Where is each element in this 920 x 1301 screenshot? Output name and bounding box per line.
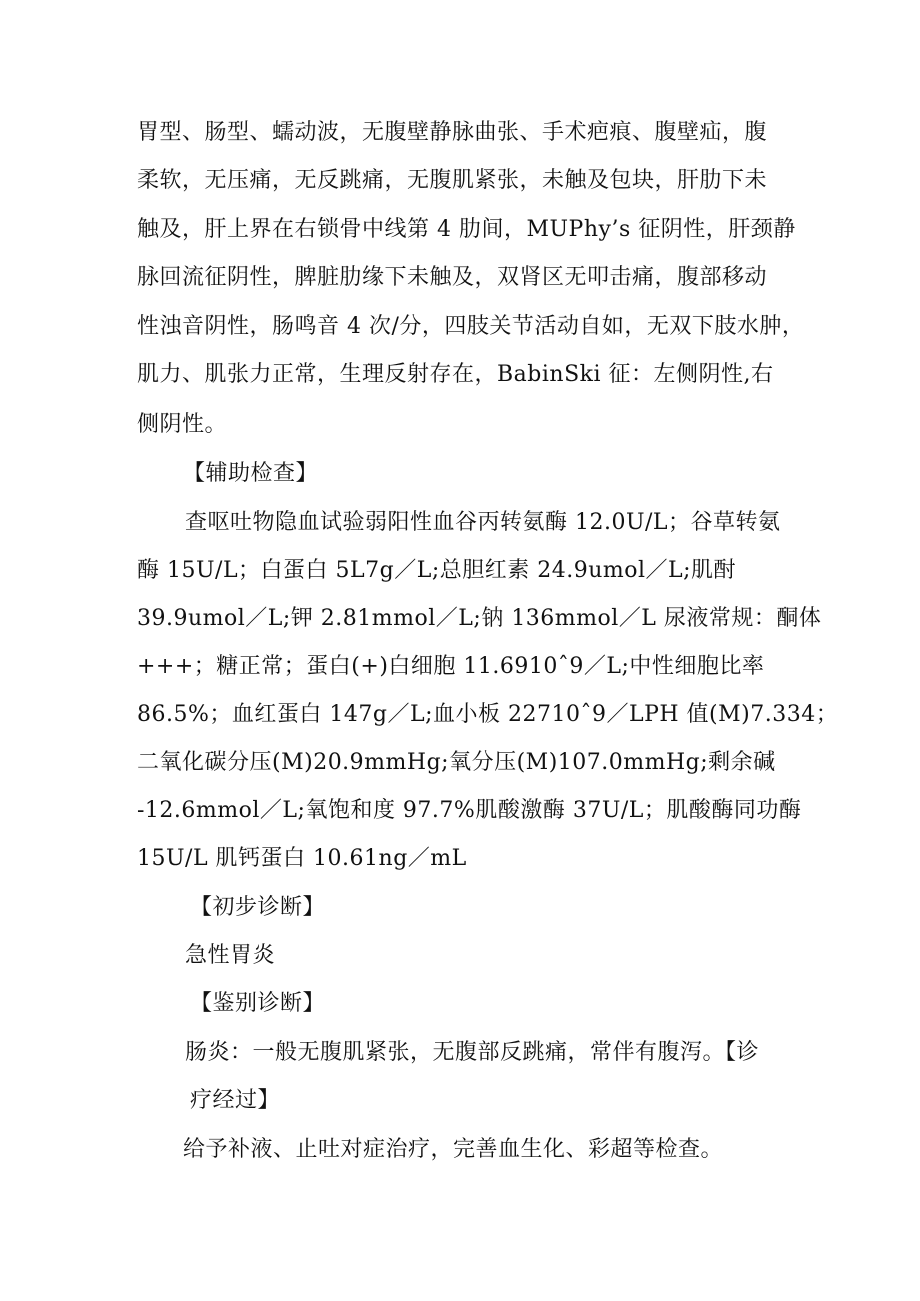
differential-diagnosis-line-1: 肠炎：一般无腹肌紧张，无腹部反跳痛，常伴有腹泻。【诊 bbox=[185, 1040, 760, 1065]
exam-line-1: 胃型、肠型、蠕动波，无腹壁静脉曲张、手术疤痕、腹壁疝，腹 bbox=[137, 120, 768, 145]
prelim-diagnosis-text: 急性胃炎 bbox=[185, 943, 276, 968]
exam-line-2: 柔软，无压痛，无反跳痛，无腹肌紧张，未触及包块，肝肋下未 bbox=[137, 168, 768, 193]
treatment-text: 给予补液、止吐对症治疗，完善血生化、彩超等检查。 bbox=[183, 1137, 724, 1162]
differential-diagnosis-line-2: 疗经过】 bbox=[190, 1088, 281, 1113]
aux-exam-line-7: -12.6mmol／L;氧饱和度 97.7%肌酸激酶 37U/L；肌酸酶同功酶 bbox=[137, 798, 802, 823]
differential-diagnosis-heading: 【鉴别诊断】 bbox=[190, 991, 326, 1016]
aux-exam-line-6: 二氧化碳分压(M)20.9mmHg;氧分压(M)107.0mmHg;剩余碱 bbox=[137, 750, 776, 775]
aux-exam-line-8: 15U/L 肌钙蛋白 10.61ng／mL bbox=[137, 846, 467, 871]
aux-exam-line-2: 酶 15U/L；白蛋白 5L7g／L;总胆红素 24.9umol／L;肌酎 bbox=[137, 558, 737, 583]
prelim-diagnosis-heading: 【初步诊断】 bbox=[190, 895, 326, 920]
aux-exam-line-5: 86.5%；血红蛋白 147g／L;血小板 22710ˆ9／LPH 值(M)7.334； bbox=[137, 702, 839, 727]
aux-exam-line-1: 查呕吐物隐血试验弱阳性血谷丙转氨酶 12.0U/L；谷草转氨 bbox=[185, 510, 781, 535]
exam-line-6: 肌力、肌张力正常，生理反射存在，BabinSki 征：左侧阴性,右 bbox=[137, 362, 774, 387]
exam-line-5: 性浊音阴性，肠鸣音 4 次/分，四肢关节活动自如，无双下肢水肿， bbox=[137, 314, 805, 339]
aux-exam-heading: 【辅助检查】 bbox=[183, 461, 319, 486]
exam-line-7: 侧阴性。 bbox=[137, 412, 228, 437]
exam-line-3: 触及，肝上界在右锁骨中线第 4 肋间，MUPhy’s 征阴性，肝颈静 bbox=[137, 217, 796, 242]
aux-exam-line-4: +++；糖正常；蛋白(+)白细胞 11.6910ˆ9／L;中性细胞比率 bbox=[137, 654, 765, 679]
aux-exam-line-3: 39.9umol／L;钾 2.81mmol／L;钠 136mmol／L 尿液常规：酮体 bbox=[137, 606, 822, 631]
exam-line-4: 脉回流征阴性，脾脏肋缘下未触及，双肾区无叩击痛，腹部移动 bbox=[137, 265, 768, 290]
